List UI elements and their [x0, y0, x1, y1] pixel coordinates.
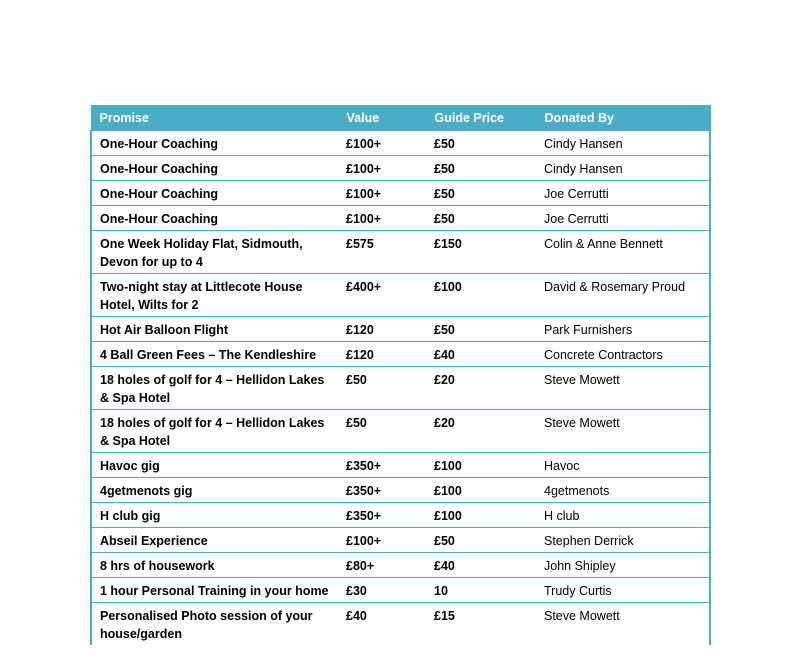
cell-guide-price: £100: [426, 503, 536, 528]
table-row: [91, 410, 710, 453]
cell-promise: 8 hrs of housework: [91, 553, 338, 578]
cell-guide-price: £50: [426, 131, 536, 156]
cell-guide-price: £50: [426, 156, 536, 181]
cell-donated-by: 4getmenots: [536, 478, 710, 503]
table-row: [91, 342, 710, 367]
cell-donated-by: John Shipley: [536, 553, 710, 578]
table-row: [91, 478, 710, 503]
cell-value: £50: [338, 367, 426, 410]
header-guide-price: Guide Price: [426, 105, 536, 131]
cell-value: £100+: [338, 131, 426, 156]
table-row: [91, 603, 710, 646]
cell-value: £400+: [338, 274, 426, 317]
cell-donated-by: Cindy Hansen: [536, 156, 710, 181]
header-value: Value: [338, 105, 426, 131]
cell-donated-by: Park Furnishers: [536, 317, 710, 342]
cell-value: £40: [338, 603, 426, 646]
cell-promise: Havoc gig: [91, 453, 338, 478]
cell-guide-price: £50: [426, 317, 536, 342]
cell-guide-price: £100: [426, 453, 536, 478]
table-row: [91, 528, 710, 553]
table-row: [91, 131, 710, 156]
cell-value: £350+: [338, 478, 426, 503]
table-row: [91, 156, 710, 181]
cell-guide-price: 10: [426, 578, 536, 603]
cell-guide-price: £40: [426, 342, 536, 367]
cell-value: £80+: [338, 553, 426, 578]
cell-value: £350+: [338, 453, 426, 478]
cell-donated-by: Joe Cerrutti: [536, 206, 710, 231]
table-row: [91, 181, 710, 206]
cell-promise: Two-night stay at Littlecote House Hotel, Wilts for 2: [91, 274, 338, 317]
cell-promise: 18 holes of golf for 4 – Hellidon Lakes & Spa Hotel: [91, 367, 338, 410]
cell-donated-by: Concrete Contractors: [536, 342, 710, 367]
header-donated-by: Donated By: [536, 105, 710, 131]
table-row: [91, 578, 710, 603]
cell-promise: 18 holes of golf for 4 – Hellidon Lakes & Spa Hotel: [91, 410, 338, 453]
cell-guide-price: £40: [426, 553, 536, 578]
cell-guide-price: £100: [426, 478, 536, 503]
cell-promise: H club gig: [91, 503, 338, 528]
cell-donated-by: Steve Mowett: [536, 410, 710, 453]
cell-promise: 4getmenots gig: [91, 478, 338, 503]
cell-donated-by: Havoc: [536, 453, 710, 478]
cell-guide-price: £15: [426, 603, 536, 646]
cell-promise: Abseil Experience: [91, 528, 338, 553]
cell-value: £30: [338, 578, 426, 603]
cell-guide-price: £20: [426, 410, 536, 453]
cell-donated-by: Steve Mowett: [536, 603, 710, 646]
cell-donated-by: Joe Cerrutti: [536, 181, 710, 206]
cell-value: £120: [338, 342, 426, 367]
header-promise: Promise: [91, 105, 338, 131]
cell-promise: One Week Holiday Flat, Sidmouth, Devon for up to 4: [91, 231, 338, 274]
cell-promise: One-Hour Coaching: [91, 156, 338, 181]
table-row: [91, 503, 710, 528]
table-row: [91, 553, 710, 578]
cell-value: £100+: [338, 156, 426, 181]
table-row: [91, 231, 710, 274]
table-header-row: [91, 105, 710, 131]
cell-promise: One-Hour Coaching: [91, 206, 338, 231]
cell-promise: One-Hour Coaching: [91, 131, 338, 156]
cell-value: £50: [338, 410, 426, 453]
cell-donated-by: H club: [536, 503, 710, 528]
cell-value: £100+: [338, 181, 426, 206]
table-row: [91, 274, 710, 317]
cell-value: £350+: [338, 503, 426, 528]
cell-donated-by: Cindy Hansen: [536, 131, 710, 156]
cell-guide-price: £50: [426, 528, 536, 553]
cell-guide-price: £50: [426, 206, 536, 231]
cell-donated-by: Colin & Anne Bennett: [536, 231, 710, 274]
cell-promise: 4 Ball Green Fees – The Kendleshire: [91, 342, 338, 367]
cell-guide-price: £100: [426, 274, 536, 317]
table-row: [91, 453, 710, 478]
table-row: [91, 317, 710, 342]
table-row: [91, 367, 710, 410]
cell-donated-by: David & Rosemary Proud: [536, 274, 710, 317]
cell-value: £100+: [338, 206, 426, 231]
table-row: [91, 206, 710, 231]
cell-donated-by: Trudy Curtis: [536, 578, 710, 603]
cell-guide-price: £50: [426, 181, 536, 206]
cell-value: £100+: [338, 528, 426, 553]
cell-guide-price: £150: [426, 231, 536, 274]
cell-donated-by: Steve Mowett: [536, 367, 710, 410]
cell-promise: 1 hour Personal Training in your home: [91, 578, 338, 603]
cell-value: £120: [338, 317, 426, 342]
cell-promise: Personalised Photo session of your house/garden: [91, 603, 338, 646]
promises-table: [90, 105, 711, 645]
cell-donated-by: Stephen Derrick: [536, 528, 710, 553]
cell-promise: Hot Air Balloon Flight: [91, 317, 338, 342]
cell-guide-price: £20: [426, 367, 536, 410]
cell-promise: One-Hour Coaching: [91, 181, 338, 206]
cell-value: £575: [338, 231, 426, 274]
